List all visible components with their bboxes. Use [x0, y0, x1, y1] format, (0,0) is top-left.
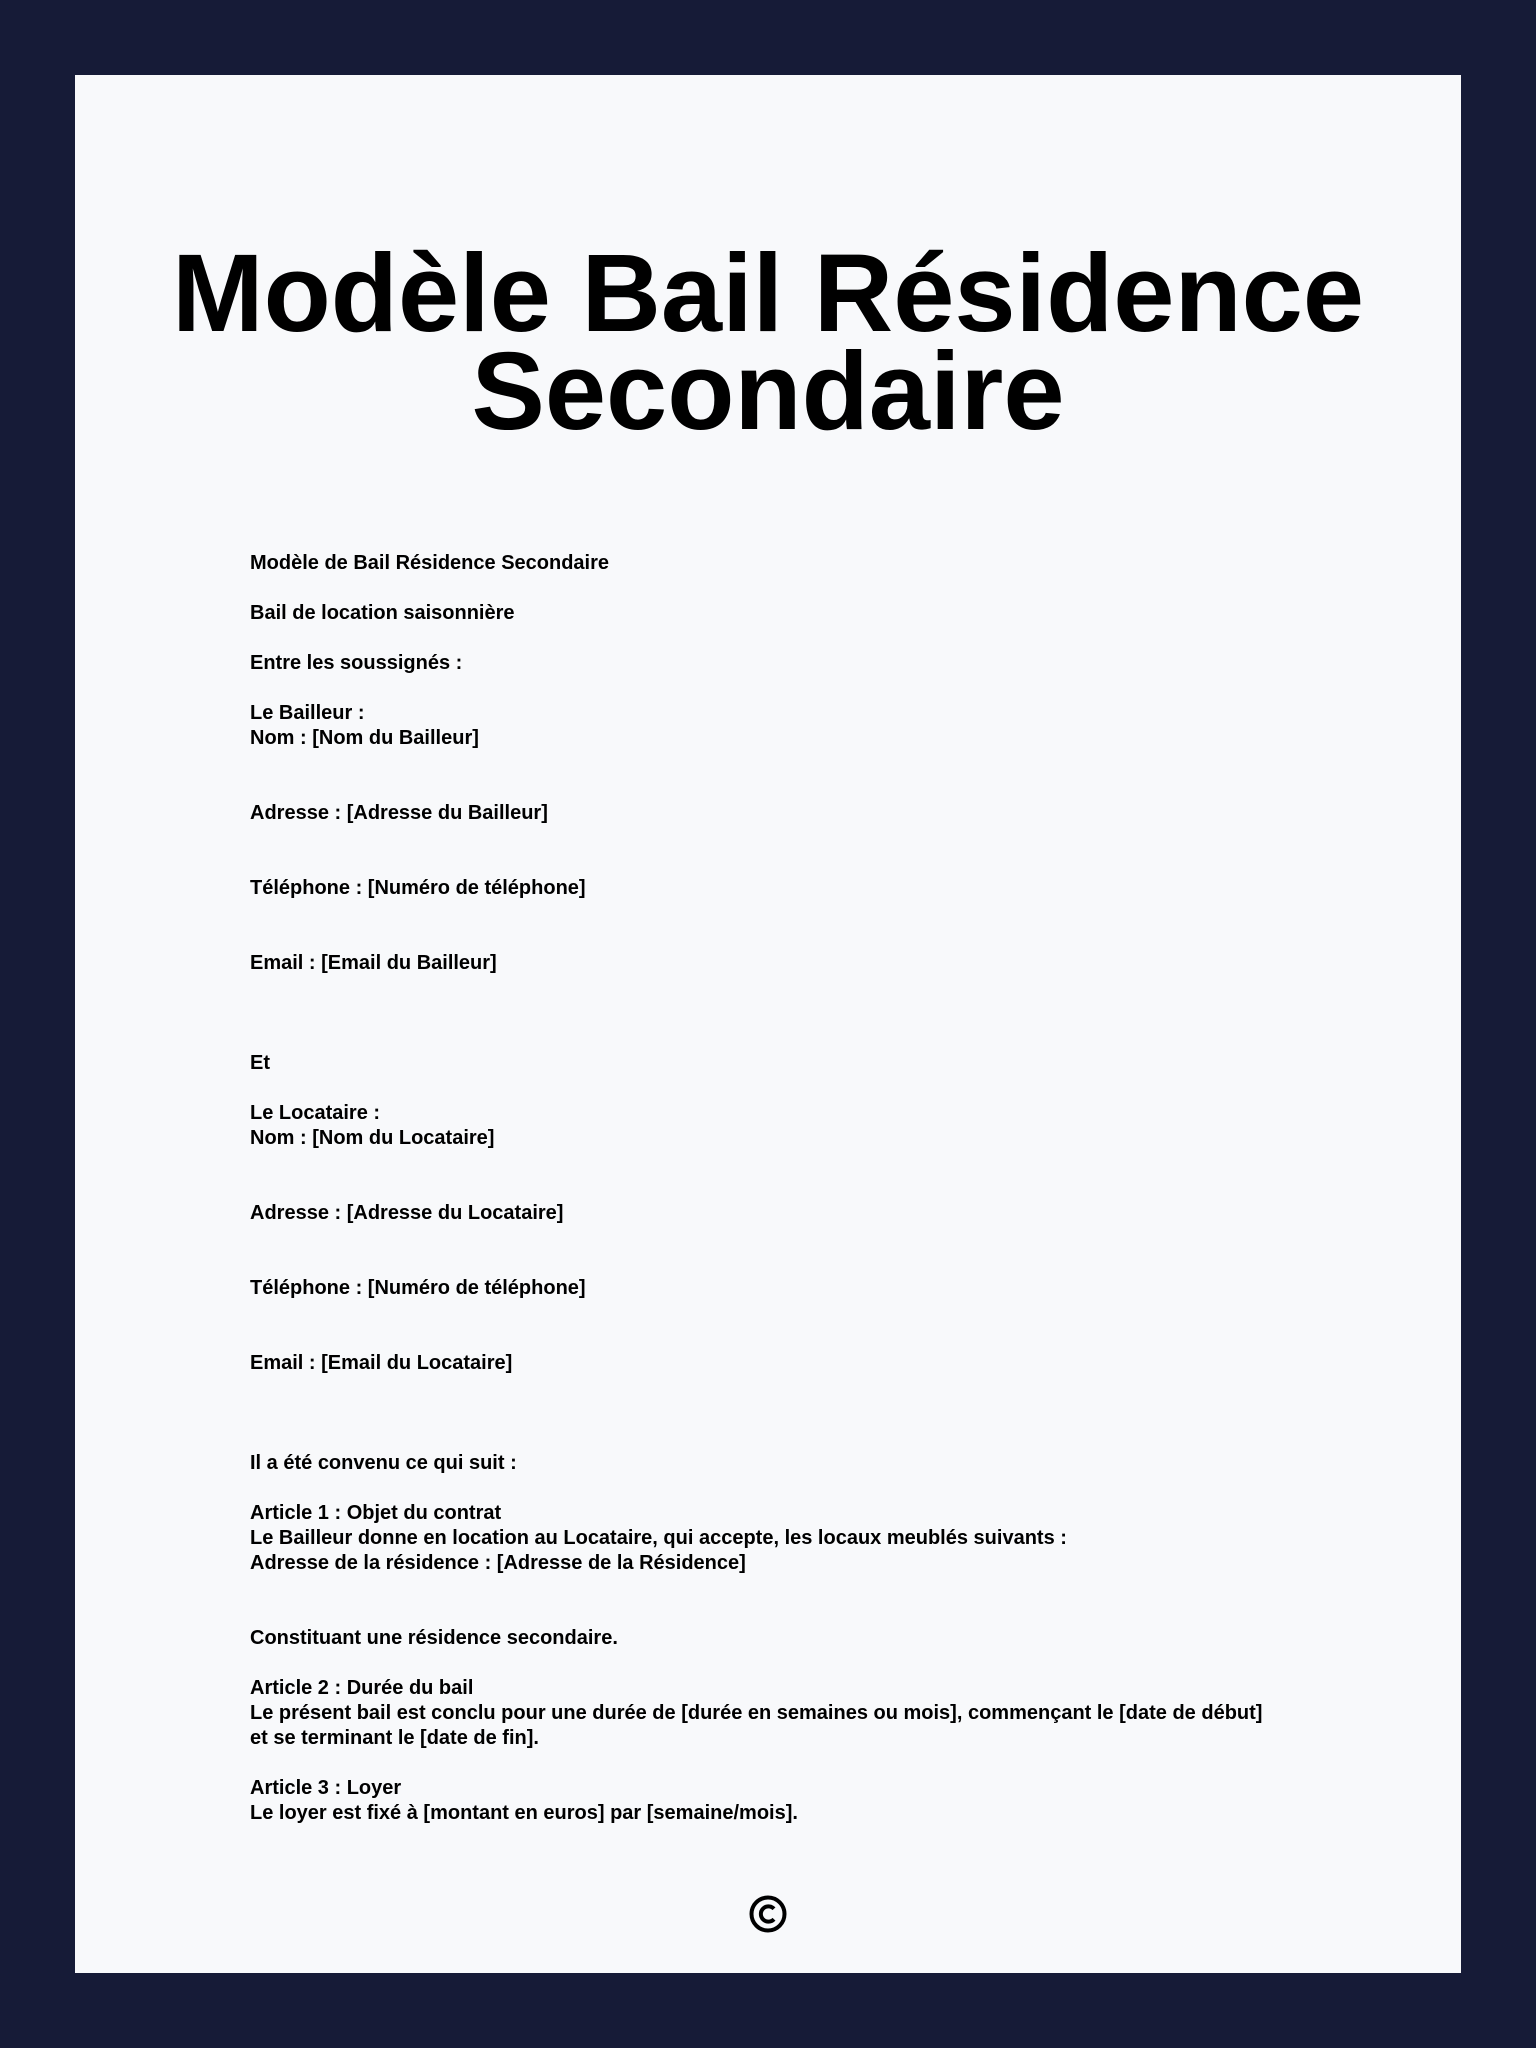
copyright-icon [749, 1895, 787, 1933]
page-title: Modèle Bail Résidence Secondaire [171, 232, 1365, 453]
lease-kind: Bail de location saisonnière [250, 602, 515, 624]
article-1-note: Constituant une résidence secondaire. [250, 1627, 618, 1649]
tenant-name: Nom : [Nom du Locataire] [250, 1127, 495, 1149]
tenant-address: Adresse : [Adresse du Locataire] [250, 1202, 564, 1224]
article-1-address: Adresse de la résidence : [Adresse de la Résidence] [250, 1552, 746, 1574]
article-2-title: Article 2 : Durée du bail [250, 1677, 474, 1699]
article-1-title: Article 1 : Objet du contrat [250, 1502, 502, 1524]
article-3-title: Article 3 : Loyer [250, 1777, 402, 1799]
landlord-phone: Téléphone : [Numéro de téléphone] [250, 877, 586, 899]
agreement-intro: Il a été convenu ce qui suit : [250, 1452, 517, 1474]
landlord-heading: Le Bailleur : [250, 702, 365, 724]
tenant-phone: Téléphone : [Numéro de téléphone] [250, 1277, 586, 1299]
landlord-address: Adresse : [Adresse du Bailleur] [250, 802, 548, 824]
landlord-name: Nom : [Nom du Bailleur] [250, 727, 479, 749]
parties-intro: Entre les soussignés : [250, 652, 463, 674]
footer [75, 1895, 1461, 1938]
document-body [250, 551, 1350, 1826]
article-2-text: Le présent bail est conclu pour une durée de [durée en semaines ou mois], commençant le [date de début] [250, 1702, 1263, 1724]
article-3-text: Le loyer est fixé à [montant en euros] par [semaine/mois]. [250, 1802, 798, 1824]
tenant-email: Email : [Email du Locataire] [250, 1352, 513, 1374]
article-2-text-cont: et se terminant le [date de fin]. [250, 1727, 539, 1749]
document-page [75, 75, 1461, 1973]
tenant-heading: Le Locataire : [250, 1102, 381, 1124]
article-1-text: Le Bailleur donne en location au Locataire, qui accepte, les locaux meublés suivants : [250, 1527, 1067, 1549]
document-subtitle: Modèle de Bail Résidence Secondaire [250, 552, 610, 574]
landlord-email: Email : [Email du Bailleur] [250, 952, 497, 974]
and-separator: Et [250, 1052, 270, 1074]
